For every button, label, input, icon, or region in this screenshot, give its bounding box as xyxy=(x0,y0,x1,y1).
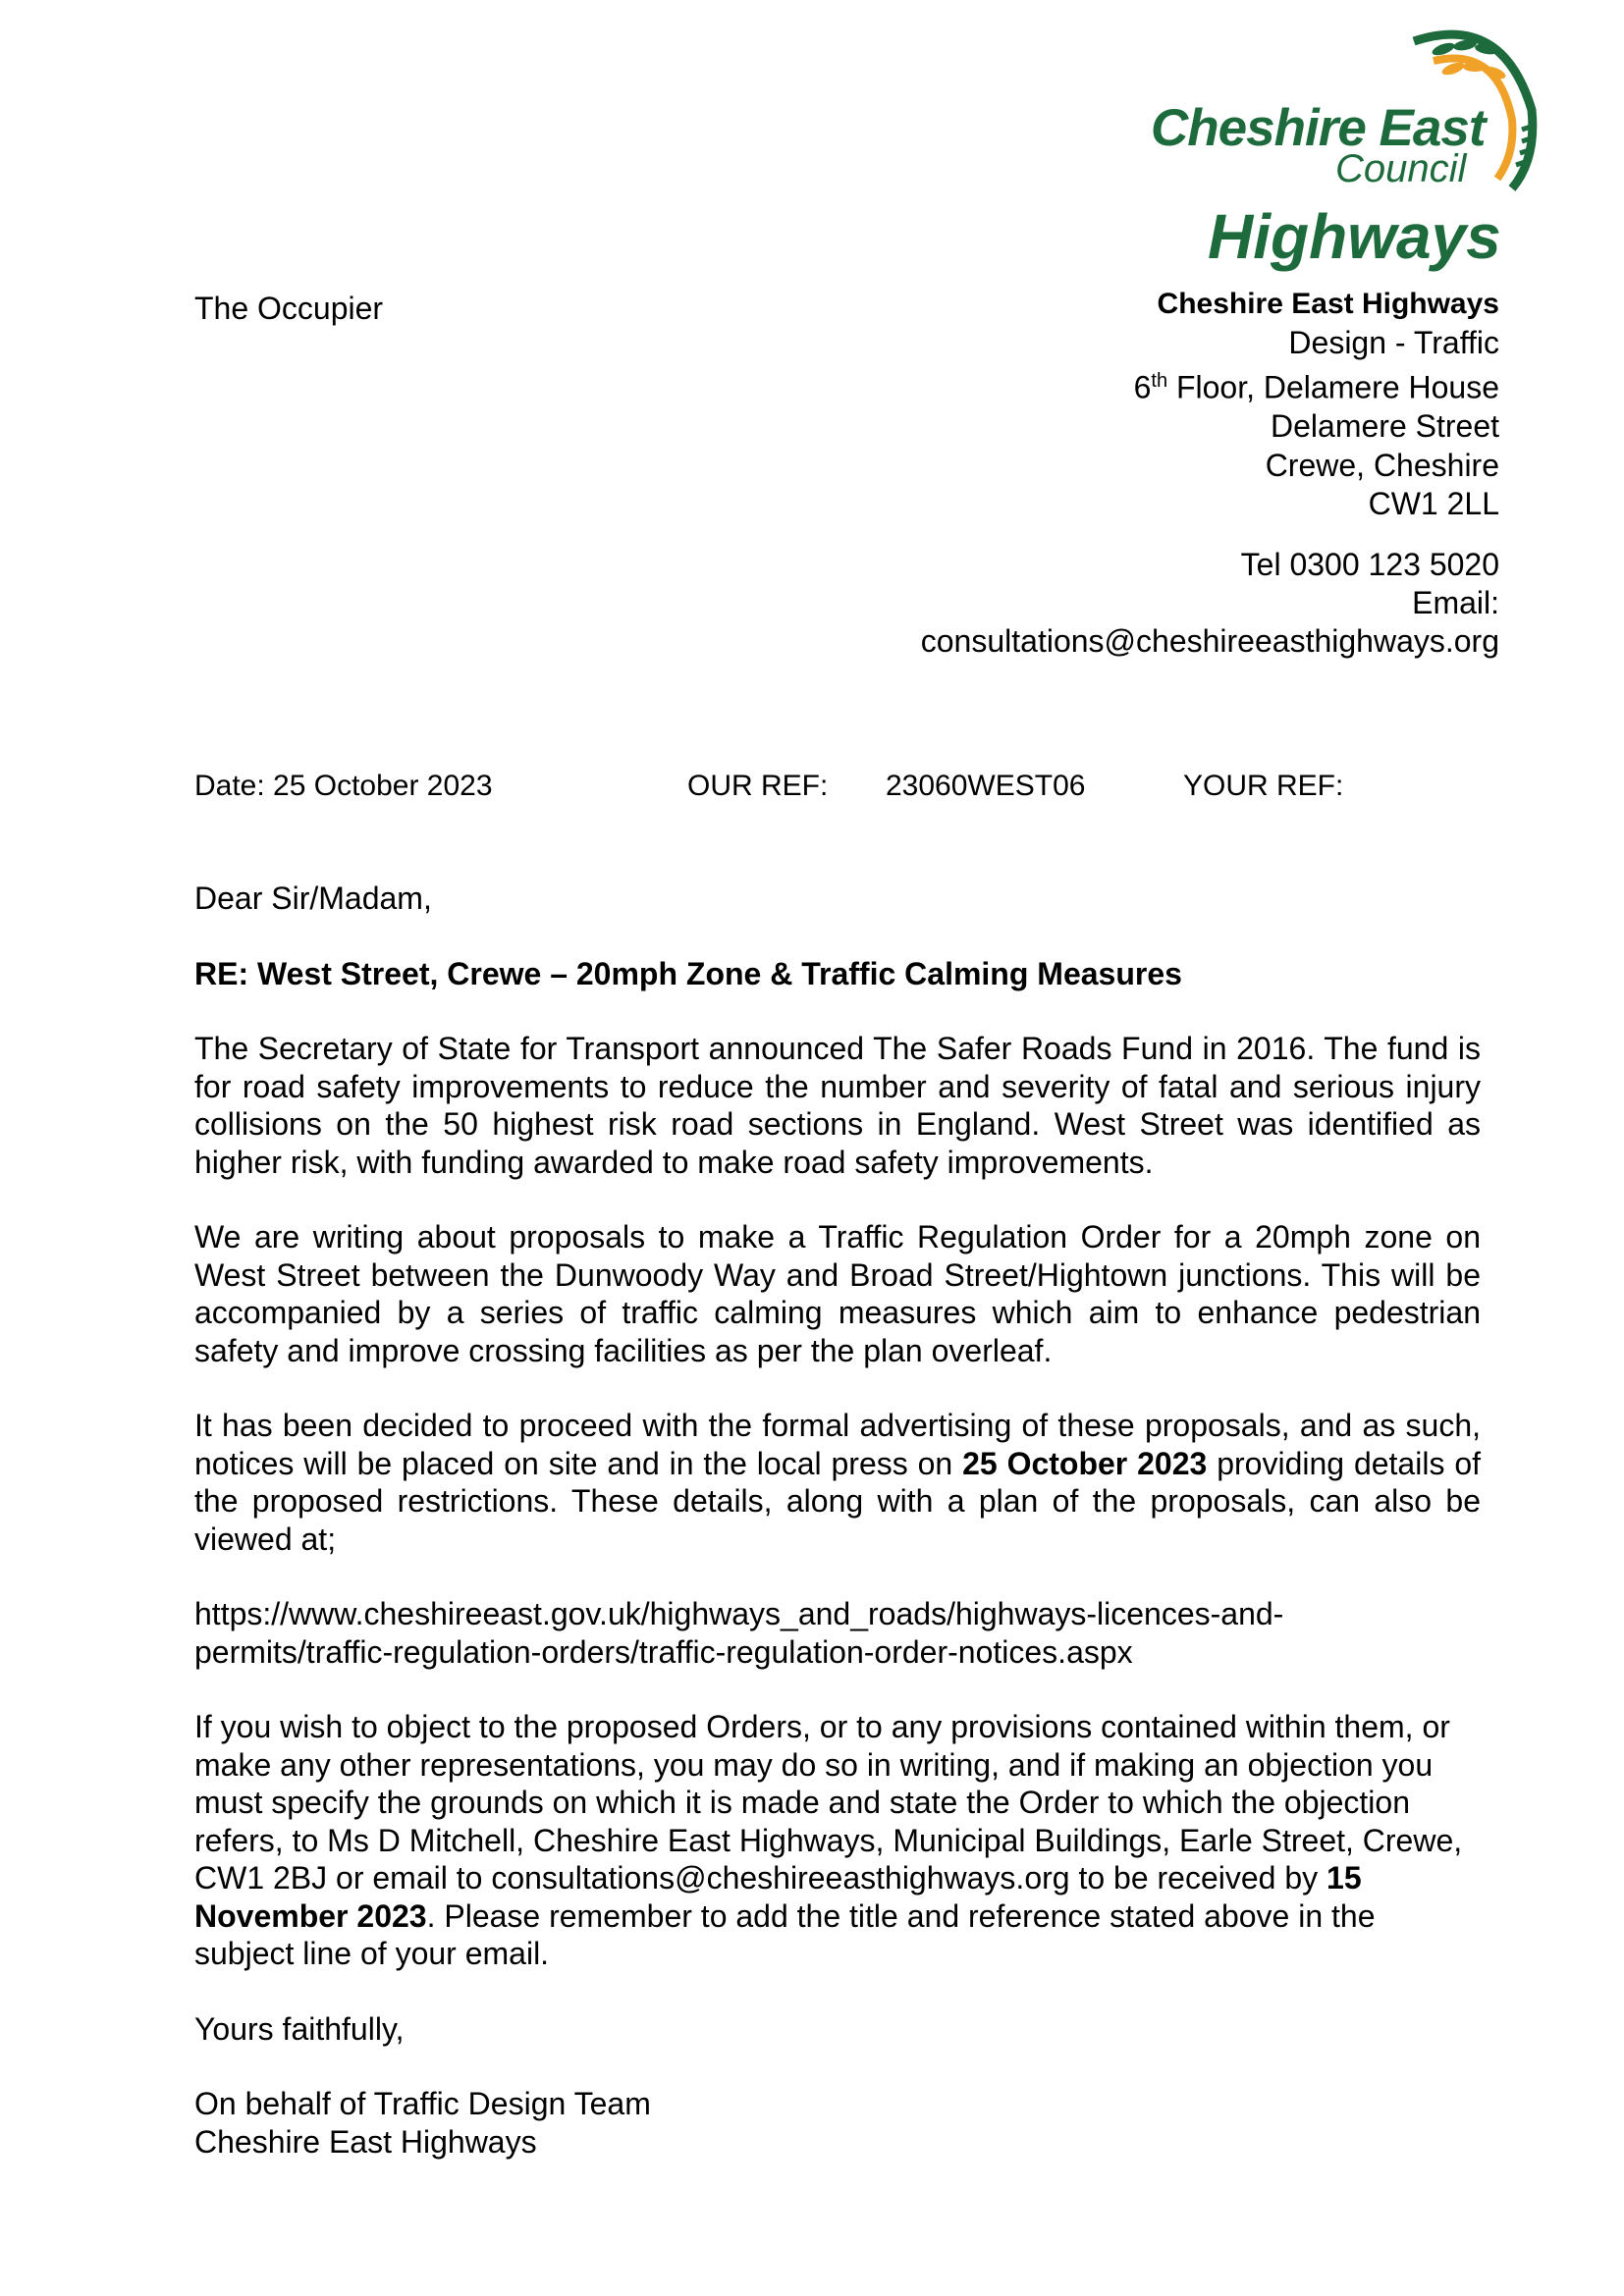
signature-block xyxy=(194,2085,1481,2161)
sender-tel: Tel 0300 123 5020 xyxy=(1240,547,1499,582)
council-logo xyxy=(1149,22,1542,277)
paragraph-4-end: . Please remember to add the title and reference stated above in the subject line of your email. xyxy=(194,1897,1376,1971)
deadline-date: 15 November 2023 xyxy=(194,1860,1362,1934)
paragraph-2: We are writing about proposals to make a Traffic Regulation Order for a 20mph zone on West Street between the Dunwoody Way and Broad Street/Hightown junctions. This will be accompanied by a series of traffic calming measures which aim to enhance pedestrian safety and improve crossing facilities as per the plan overleaf. xyxy=(194,1219,1481,1368)
reference-line xyxy=(194,770,1373,809)
logo-line3: Highways xyxy=(1208,201,1501,272)
url-line-2[interactable]: permits/traffic-regulation-orders/traffic-regulation-order-notices.aspx xyxy=(194,1633,1133,1670)
floor-suffix: th xyxy=(1151,370,1168,392)
sender-contact xyxy=(921,546,1499,661)
notice-url[interactable] xyxy=(194,1595,1481,1671)
sender-org: Cheshire East Highways xyxy=(1157,288,1499,320)
paragraph-4 xyxy=(194,1708,1481,1973)
letter-date: Date: 25 October 2023 xyxy=(194,770,493,802)
sender-address xyxy=(1134,285,1499,524)
subject-line: RE: West Street, Crewe – 20mph Zone & Traffic Calming Measures xyxy=(194,955,1182,991)
paragraph-1: The Secretary of State for Transport announced The Safer Roads Fund in 2016. The fund is for road safety improvements to reduce the number and severity of fatal and serious injury collisions on the 50 highest risk road sections in England. West Street was identified as higher risk, with funding awarded to make road safety improvements. xyxy=(194,1031,1481,1180)
advert-date: 25 October 2023 xyxy=(962,1445,1208,1481)
paragraph-4-start: If you wish to object to the proposed Orders, or to any provisions contained within them, or make any other representations, you may do so in writing, and if making an objection you must specify the grounds on which it is made and state the Order to which the objection refers, to Ms D Mitchell, Cheshire East Highways, Municipal Buildings, Earle Street, Crewe, CW1 2BJ or email to consultations@cheshireeasthighways.org to be received by xyxy=(194,1709,1463,1896)
sender-street: Delamere Street xyxy=(1271,408,1499,445)
floor-rest: Floor, Delamere House xyxy=(1167,369,1499,405)
floor-number: 6 xyxy=(1133,369,1152,405)
our-ref-label: OUR REF: xyxy=(687,770,829,802)
signature-line-2: Cheshire East Highways xyxy=(194,2123,537,2160)
signature-line-1: On behalf of Traffic Design Team xyxy=(194,2086,651,2121)
sender-dept: Design - Traffic xyxy=(1288,324,1499,360)
your-ref-label: YOUR REF: xyxy=(1183,770,1344,802)
url-line-1[interactable]: https://www.cheshireeast.gov.uk/highways_and_roads/highways-licences-and- xyxy=(194,1596,1284,1631)
paragraph-3-end: providing details of the proposed restrictions. These details, along with a plan of the proposals, can also be viewed at; xyxy=(194,1445,1482,1557)
sender-email[interactable]: consultations@cheshireeasthighways.org xyxy=(920,623,1499,659)
sender-postcode: CW1 2LL xyxy=(1368,486,1499,522)
logo-line2: Council xyxy=(1335,147,1467,190)
sender-email-label: Email: xyxy=(1412,585,1499,620)
logo-line1: Cheshire East xyxy=(1151,99,1486,157)
letter-body xyxy=(194,880,1481,2198)
sender-town: Crewe, Cheshire xyxy=(1265,447,1499,483)
recipient: The Occupier xyxy=(194,291,384,326)
paragraph-3 xyxy=(194,1407,1481,1558)
our-ref-value: 23060WEST06 xyxy=(886,770,1086,802)
paragraph-3-start: It has been decided to proceed with the formal advertising of these proposals, and as such, notices will be placed on site and in the local press on xyxy=(194,1408,1481,1481)
closing: Yours faithfully, xyxy=(194,2010,405,2047)
salutation: Dear Sir/Madam, xyxy=(194,881,432,916)
sender-floor xyxy=(1134,362,1499,407)
